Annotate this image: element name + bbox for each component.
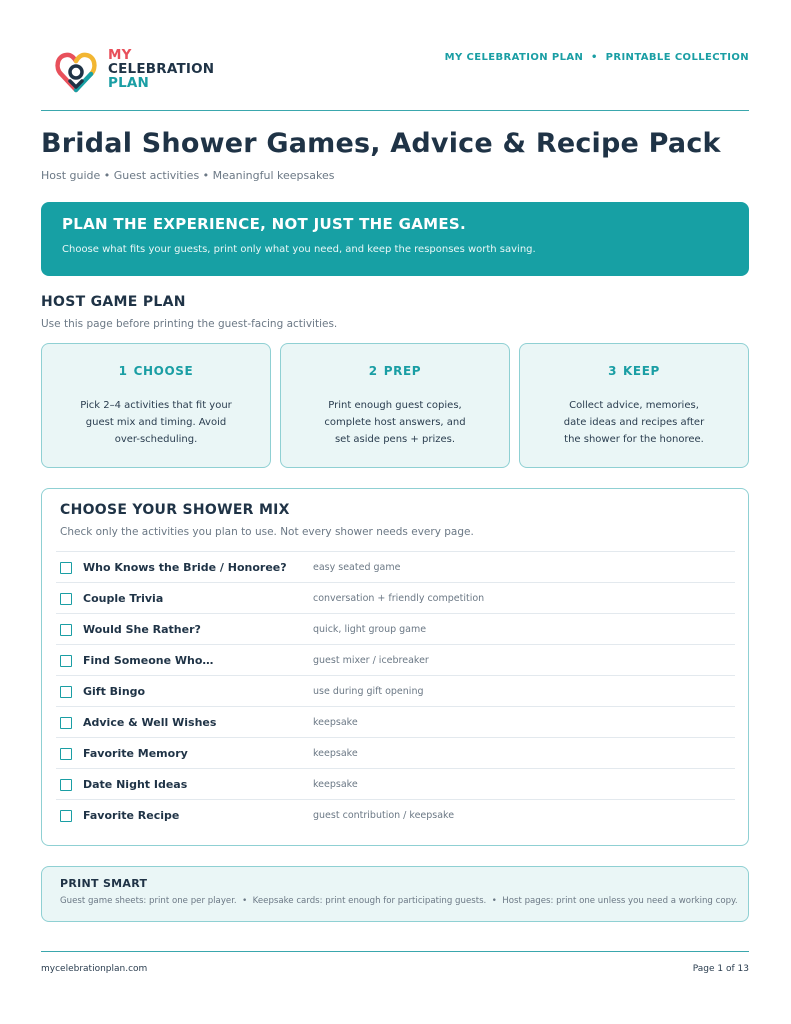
list-item (56, 645, 735, 676)
list-item (56, 552, 735, 583)
activity-note: keepsake (313, 717, 358, 728)
activity-checkbox[interactable] (60, 810, 72, 822)
list-item (56, 614, 735, 645)
activity-note: guest contribution / keepsake (313, 810, 455, 821)
step-card-keep (519, 343, 749, 468)
banner-text: Choose what fits your guests, print only what you need, and keep the responses worth saving. (62, 244, 536, 255)
step-label: PREP (383, 364, 422, 378)
logo-line-1: MY (108, 47, 132, 63)
activity-checkbox[interactable] (60, 748, 72, 760)
step-number: 2 (368, 364, 378, 378)
print-smart-heading: PRINT SMART (60, 877, 148, 890)
list-item (56, 676, 735, 707)
activity-name: Favorite Memory (83, 747, 188, 760)
activity-name: Couple Trivia (83, 592, 164, 605)
page-number: Page 1 of 13 (692, 964, 749, 974)
list-item (56, 769, 735, 800)
step-label: CHOOSE (133, 364, 194, 378)
mix-heading: CHOOSE YOUR SHOWER MIX (60, 502, 290, 518)
brand-logo (53, 48, 223, 96)
activity-checkbox[interactable] (60, 624, 72, 636)
step-card-choose (41, 343, 271, 468)
activity-name: Would She Rather? (83, 623, 201, 636)
activity-name: Gift Bingo (83, 685, 146, 698)
activity-note: quick, light group game (313, 624, 427, 635)
activity-note: guest mixer / icebreaker (313, 655, 429, 666)
intro-banner (41, 202, 749, 276)
activity-checkbox[interactable] (60, 779, 72, 791)
page-footer (41, 951, 749, 974)
logo-wordmark (108, 48, 214, 90)
step-card-prep (280, 343, 510, 468)
host-steps (41, 343, 749, 468)
page-subtitle: Host guide • Guest activities • Meaningful keepsakes (41, 169, 335, 182)
activity-name: Advice & Well Wishes (83, 716, 217, 729)
step-number: 1 (118, 364, 128, 378)
activity-name: Favorite Recipe (83, 809, 180, 822)
activity-checkbox[interactable] (60, 717, 72, 729)
activity-note: conversation + friendly competition (313, 593, 485, 604)
footer-site: mycelebrationplan.com (41, 964, 148, 974)
step-title (42, 364, 270, 378)
step-title (520, 364, 748, 378)
step-body: Collect advice, memories, date ideas and recipes after the shower for the honoree. (563, 400, 705, 445)
step-label: KEEP (623, 364, 660, 378)
host-plan-heading: HOST GAME PLAN (41, 294, 186, 310)
activity-name: Date Night Ideas (83, 778, 188, 791)
banner-title: PLAN THE EXPERIENCE, NOT JUST THE GAMES. (62, 215, 466, 233)
mix-subtext: Check only the activities you plan to use. Not every shower needs every page. (60, 526, 474, 538)
activity-checkbox[interactable] (60, 655, 72, 667)
step-body: Pick 2–4 activities that fit your guest mix and timing. Avoid over-scheduling. (80, 400, 232, 445)
activity-checkbox[interactable] (60, 562, 72, 574)
activity-checkbox[interactable] (60, 686, 72, 698)
print-smart-panel (41, 866, 749, 922)
list-item (56, 738, 735, 769)
activity-checkbox[interactable] (60, 593, 72, 605)
activity-name: Who Knows the Bride / Honoree? (83, 561, 287, 574)
activity-name: Find Someone Who… (83, 654, 214, 667)
list-item (56, 583, 735, 614)
activity-note: use during gift opening (313, 686, 424, 697)
host-plan-subtext: Use this page before printing the guest-facing activities. (41, 318, 338, 330)
activity-note: easy seated game (313, 562, 401, 573)
shower-mix-panel (41, 488, 749, 846)
activity-note: keepsake (313, 748, 358, 759)
print-smart-text: Guest game sheets: print one per player. • Keepsake cards: print enough for participating guests. • Host pages: print one unless you need a working copy. (60, 896, 738, 906)
logo-line-2: CELEBRATION (108, 61, 215, 77)
step-body: Print enough guest copies, complete host answers, and set aside pens + prizes. (324, 400, 466, 445)
activity-note: keepsake (313, 779, 358, 790)
activity-checklist (56, 551, 735, 831)
list-item (56, 800, 735, 831)
step-title (281, 364, 509, 378)
page-header (41, 36, 749, 111)
heart-pin-logo-icon (53, 50, 99, 94)
list-item (56, 707, 735, 738)
header-tagline: MY CELEBRATION PLAN • PRINTABLE COLLECTION (444, 52, 749, 63)
logo-line-3: PLAN (108, 75, 150, 91)
step-number: 3 (608, 364, 618, 378)
page-title: Bridal Shower Games, Advice & Recipe Pack (41, 128, 721, 159)
